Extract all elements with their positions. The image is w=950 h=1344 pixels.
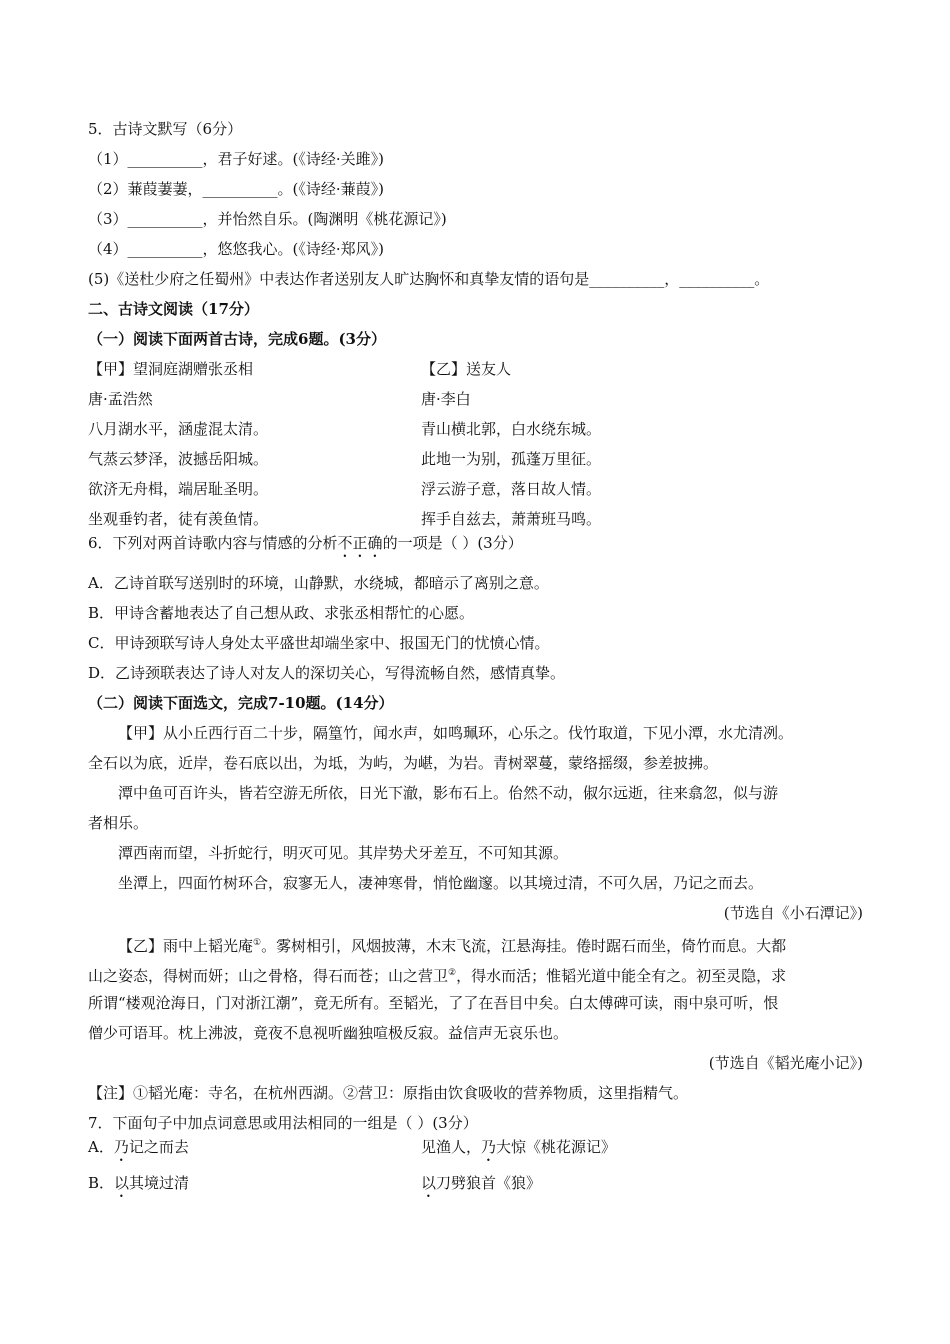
text-b-line-4: 僧少可语耳。枕上沸波，竟夜不息视听幽独喧极反寂。益信声无哀乐也。	[88, 1024, 569, 1042]
q7-option-a-rest: 记之而去	[128, 1138, 189, 1156]
text-b-line-3: 所谓“楼观沧海日，门对浙江潮”，竟无所有。至韬光，了了在吾目中矣。白太傅碑可读，雨中泉可听，恨	[88, 994, 779, 1012]
poem-b-line-1: 青山横北郭，白水绕东城。	[421, 420, 602, 438]
q6-stem-post: 的一项是（ ）(3分）	[382, 534, 523, 552]
poem-b-title: 【乙】送友人	[421, 360, 512, 378]
text-a-para-4: 坐潭上，四面竹树环合，寂寥无人，凄神寒骨，悄怆幽邃。以其境过清，不可久居，乃记之而去。	[118, 874, 764, 892]
annotation-note: 【注】①韬光庵：寺名，在杭州西湖。②营卫：原指由饮食吸收的营养物质，这里指精气。	[88, 1084, 689, 1102]
poem-a-title: 【甲】望洞庭湖赠张丞相	[88, 360, 254, 378]
q7-option-a2-dotted-word: 乃	[481, 1138, 497, 1156]
poem-b-line-3: 浮云游子意，落日故人情。	[421, 480, 602, 498]
text-a-source: (节选自《小石潭记》)	[723, 904, 863, 922]
q5-item-5: (5)《送杜少府之任蜀州》中表达作者送别友人旷达胸怀和真挚友情的语句是__________，__________。	[88, 270, 770, 288]
text-a-para-2: 潭中鱼可百许头，皆若空游无所依，日光下澈，影布石上。佁然不动，俶尔远逝，往来翕忽，似与游	[118, 784, 779, 802]
q7-option-a-dotted-word: 乃	[113, 1138, 129, 1156]
section2-title: 二、古诗文阅读（17分）	[88, 300, 259, 318]
part2-title: （二）阅读下面选文，完成7-10题。(14分）	[88, 694, 394, 712]
q6-stem	[88, 532, 523, 561]
q6-option-c: C．甲诗颈联写诗人身处太平盛世却端坐家中、报国无门的忧愤心情。	[88, 634, 550, 652]
q7-option-b-label: B．	[88, 1174, 115, 1192]
poem-a-line-1: 八月湖水平，涵虚混太清。	[88, 420, 269, 438]
q7-option-b2-post: 刀劈狼首《狼》	[436, 1174, 542, 1192]
poem-b-line-2: 此地一为别，孤蓬万里征。	[421, 450, 602, 468]
text-b-line-2-pre: 山之姿态，得树而妍；山之骨格，得石而苍；山之营卫	[88, 967, 449, 985]
q5-item-2: （2）蒹葭萋萋，__________。(《诗经·蒹葭》)	[88, 180, 385, 198]
poem-a-line-4: 坐观垂钓者，徒有羡鱼情。	[88, 510, 269, 528]
poem-b-line-4: 挥手自兹去，萧萧班马鸣。	[421, 510, 602, 528]
text-a-para-1: 【甲】从小丘西行百二十步，隔篁竹，闻水声，如鸣珮环，心乐之。伐竹取道，下见小潭，水尤清冽。	[118, 724, 794, 742]
q5-item-4: （4）__________，悠悠我心。(《诗经·郑风》)	[88, 240, 385, 258]
text-a-para-3: 潭西南而望，斗折蛇行，明灭可见。其岸势犬牙差互，不可知其源。	[118, 844, 569, 862]
footnote-mark-2: ②	[448, 968, 457, 978]
q5-item-1: （1）__________，君子好逑。(《诗经·关雎》)	[88, 150, 385, 168]
part1-title: （一）阅读下面两首古诗，完成6题。(3分）	[88, 330, 386, 348]
poem-b-author: 唐·李白	[421, 390, 471, 408]
text-b-line-1-post: 。雾树相引，风烟披薄，木末飞流，江悬海挂。倦时踞石而坐，倚竹而息。大都	[261, 937, 787, 955]
q7-option-a-label: A．	[88, 1138, 114, 1156]
text-b-line-2-post: ，得水而活；惟韬光道中能全有之。初至灵隐，求	[456, 967, 787, 985]
text-a-para-2-cont: 者相乐。	[88, 814, 149, 832]
q7-option-a-left	[88, 1136, 189, 1165]
q5-title: 5．古诗文默写（6分）	[88, 120, 243, 138]
q6-stem-emphasis: 不正确	[337, 534, 383, 552]
q7-option-a2-pre: 见渔人，	[421, 1138, 482, 1156]
q6-option-d: D．乙诗颈联表达了诗人对友人的深切关心，写得流畅自然，感情真挚。	[88, 664, 566, 682]
q7-option-b2-dotted-word: 以	[421, 1174, 437, 1192]
q5-item-3: （3）__________，并怡然自乐。(陶渊明《桃花源记》)	[88, 210, 447, 228]
text-a-para-1-cont: 全石以为底，近岸，卷石底以出，为坻，为屿，为嵁，为岩。青树翠蔓，蒙络摇缀，参差披拂。	[88, 754, 719, 772]
poem-a-line-3: 欲济无舟楫，端居耻圣明。	[88, 480, 269, 498]
poem-a-line-2: 气蒸云梦泽，波撼岳阳城。	[88, 450, 269, 468]
q6-option-a: A．乙诗首联写送别时的环境，山静默，水绕城，都暗示了离别之意。	[88, 574, 549, 592]
q7-option-a-right	[421, 1136, 616, 1165]
q6-stem-pre: 6．下列对两首诗歌内容与情感的分析	[88, 534, 338, 552]
footnote-mark-1: ①	[253, 938, 262, 948]
q7-option-b-right	[421, 1172, 541, 1201]
text-b-line-1-pre: 【乙】雨中上韬光庵	[118, 937, 254, 955]
q7-option-b-rest: 其境过清	[129, 1174, 190, 1192]
q7-option-a2-post: 大惊《桃花源记》	[496, 1138, 617, 1156]
text-b-line-2	[88, 962, 786, 987]
text-b-source: (节选自《韬光庵小记》)	[708, 1054, 863, 1072]
q6-option-b: B．甲诗含蓄地表达了自己想从政、求张丞相帮忙的心愿。	[88, 604, 475, 622]
poem-a-author: 唐·孟浩然	[88, 390, 153, 408]
q7-option-b-left	[88, 1172, 189, 1201]
text-b-line-1	[118, 932, 786, 957]
q7-option-b-dotted-word: 以	[114, 1174, 130, 1192]
q7-stem: 7．下面句子中加点词意思或用法相同的一组是（ ）(3分）	[88, 1114, 478, 1132]
